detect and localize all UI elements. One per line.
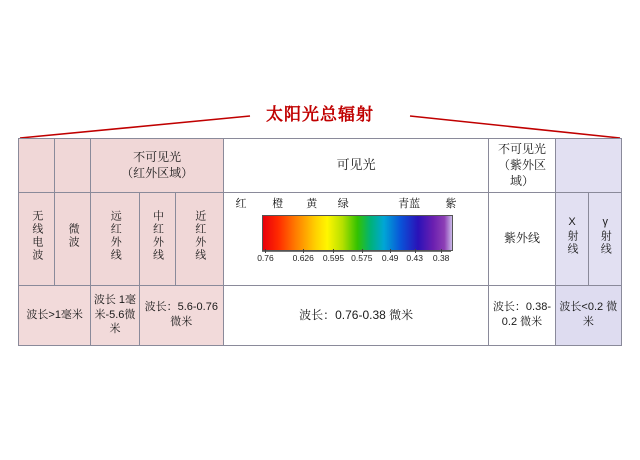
invisible-ir-line2: （红外区域） <box>121 166 194 181</box>
cell-visible-spectrum <box>223 192 488 285</box>
cell-band-far-infrared <box>91 192 139 285</box>
spectrum-graphic <box>225 195 487 283</box>
spectrum-color-name: 紫 <box>445 197 457 210</box>
spectrum-tick-label: 0.76 <box>257 252 274 263</box>
cell-visible-light <box>223 139 488 193</box>
cell-band-microwave <box>55 192 91 285</box>
spectrum-color-name: 红 <box>235 197 247 210</box>
band-microwave-label: 微波 <box>67 223 80 250</box>
wavelength-radio-label: 波长>1毫米 <box>26 308 83 321</box>
visible-light-label: 可见光 <box>336 157 376 173</box>
invisible-ir-line1: 不可见光 <box>133 150 182 165</box>
cell-band-gamma <box>588 192 621 285</box>
band-uv-label: 紫外线 <box>503 231 540 246</box>
cell-band-mid-infrared <box>139 192 175 285</box>
band-xray-label: X射线 <box>566 216 579 257</box>
invisible-uv-line2: （紫外区域） <box>497 158 546 189</box>
wavelength-far-ir-label: 波长 1毫米-5.6微米 <box>93 293 137 336</box>
cell-wavelength-visible <box>223 285 488 345</box>
cell-wavelength-xray-gamma <box>555 285 621 345</box>
band-radio-label: 无线电波 <box>30 210 43 263</box>
cell-band-near-infrared <box>175 192 223 285</box>
band-near-ir-label: 近红外线 <box>193 210 206 263</box>
cell-wavelength-far-ir <box>91 285 139 345</box>
spectrum-tick-label: 0.43 <box>406 252 423 263</box>
wavelength-visible-label: 波长：0.76-0.38 微米 <box>299 307 414 322</box>
cell-wavelength-uv <box>489 285 555 345</box>
wavelength-mid-near-ir-label: 波长：5.6-0.76微米 <box>144 301 218 329</box>
cell-invisible-infrared <box>91 139 224 193</box>
spectrum-color-name: 橙 <box>272 197 284 210</box>
cell-radio-blank <box>19 139 55 193</box>
cell-wavelength-radio <box>19 285 91 345</box>
cell-xray-gamma-blank <box>555 139 621 193</box>
spectrum-axis-line <box>262 251 451 252</box>
wavelength-uv-label: 波长：0.38-0.2 微米 <box>492 301 552 329</box>
cell-wavelength-mid-near-ir <box>139 285 223 345</box>
spectrum-color-name: 青蓝 <box>398 197 421 210</box>
spectrum-tick-label: 0.49 <box>381 252 399 263</box>
spectrum-tick-label: 0.38 <box>432 252 450 263</box>
title-bracket <box>0 112 640 140</box>
spectrum-tick-label: 0.595 <box>322 252 345 263</box>
band-far-ir-label: 远红外线 <box>109 210 122 263</box>
band-gamma-label: γ射线 <box>599 216 612 257</box>
invisible-uv-line1: 不可见光 <box>497 142 546 156</box>
spectrum-color-labels <box>225 197 487 213</box>
table-row-regions <box>19 139 622 193</box>
cell-band-ultraviolet <box>489 192 555 285</box>
cell-band-xray <box>555 192 588 285</box>
spectrum-color-name: 绿 <box>337 197 349 210</box>
cell-micro-blank <box>55 139 91 193</box>
spectrum-table <box>18 138 622 346</box>
table-row-wavelengths <box>19 285 622 345</box>
spectrum-tick-label: 0.575 <box>351 252 373 263</box>
spectrum-color-name: 黄 <box>306 197 318 210</box>
spectrum-tick-labels <box>257 252 451 269</box>
diagram-title: 太阳光总辐射 <box>266 105 374 124</box>
cell-invisible-ultraviolet <box>489 139 555 193</box>
wavelength-xray-gamma-label: 波长<0.2 微米 <box>559 301 618 329</box>
spectrum-color-bar <box>262 215 453 251</box>
table-row-bands <box>19 192 622 285</box>
band-mid-ir-label: 中红外线 <box>151 210 164 263</box>
cell-band-radio <box>19 192 55 285</box>
spectrum-tick-label: 0.626 <box>292 252 314 263</box>
